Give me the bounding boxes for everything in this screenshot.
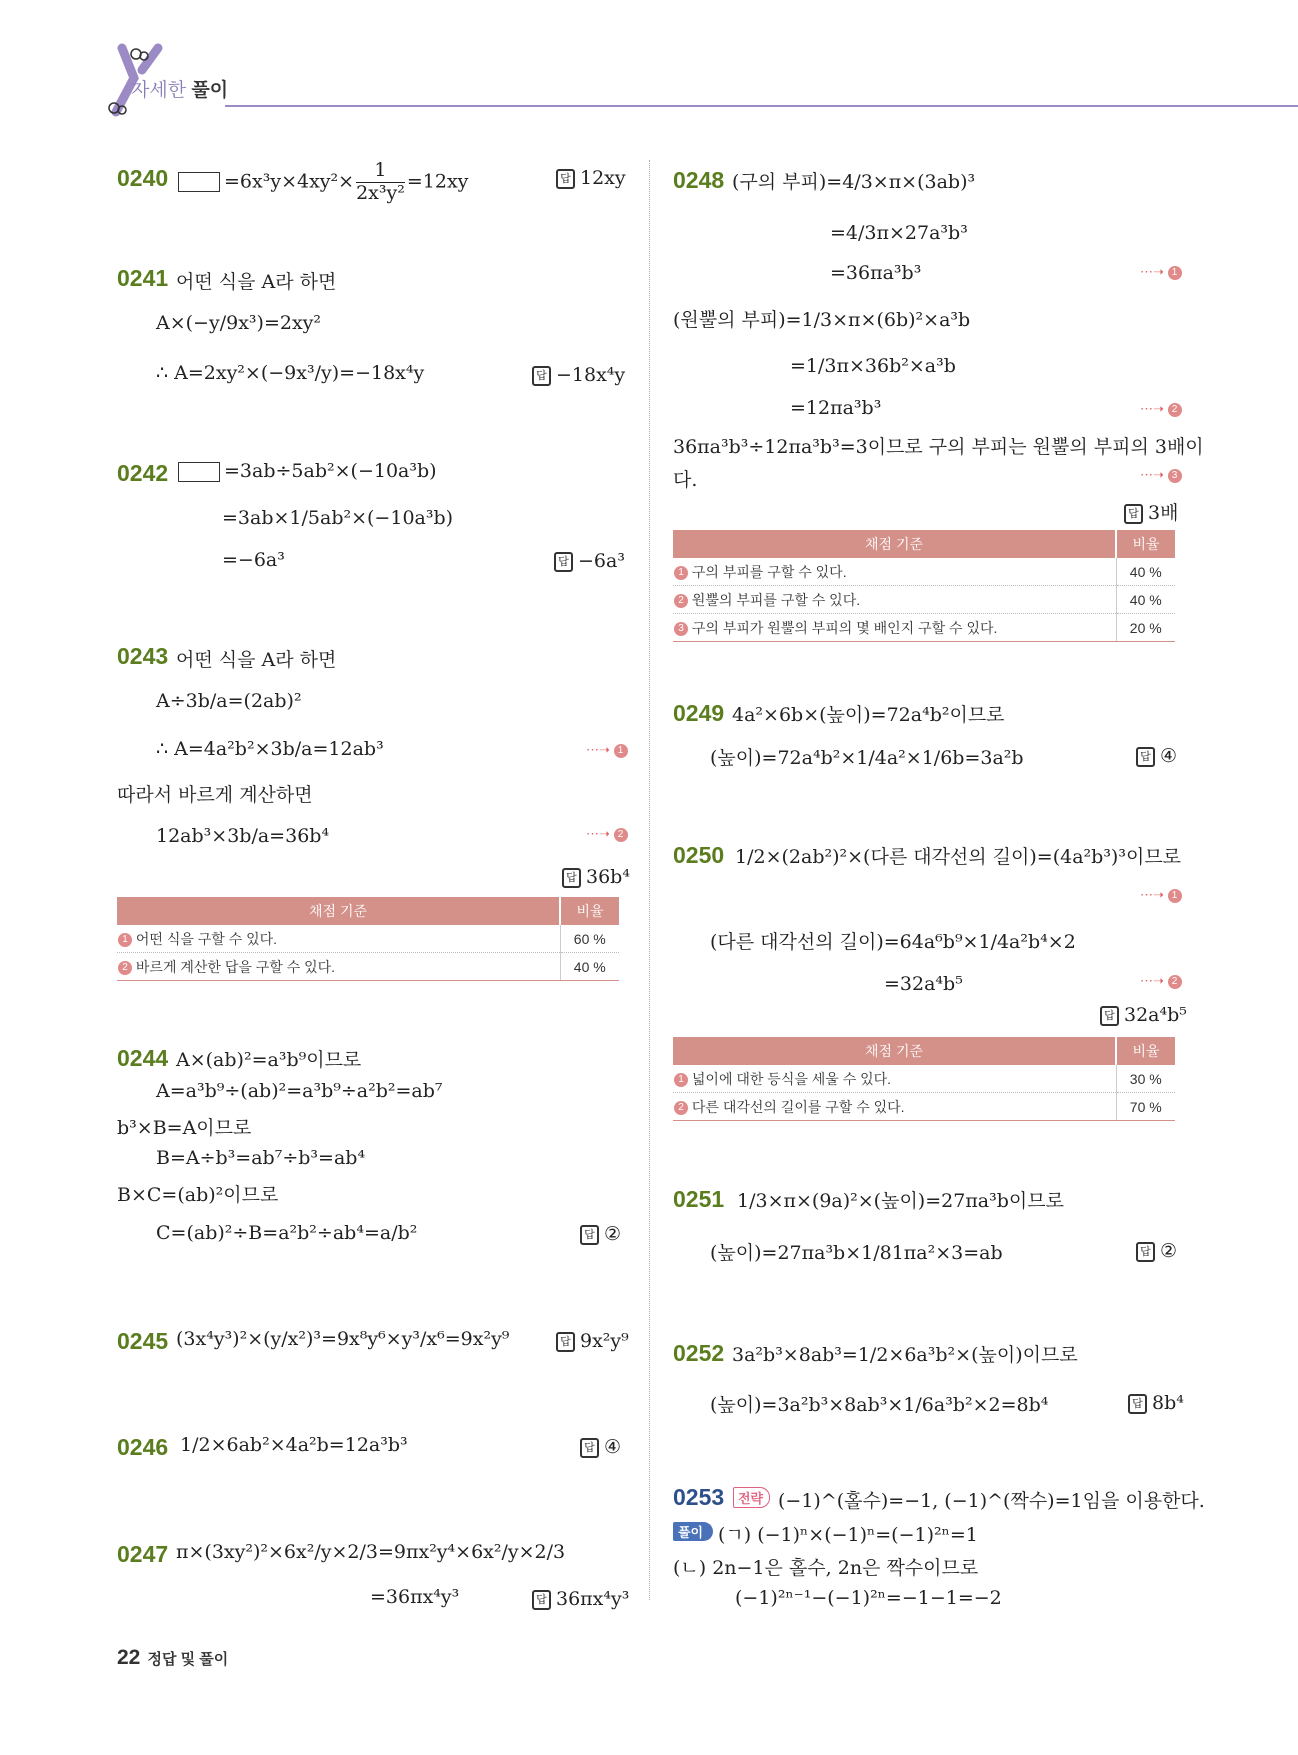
- table-cell: 70 %: [1116, 1093, 1175, 1121]
- eq-line: B×C=(ab)²이므로: [117, 1184, 279, 1206]
- eq-line: =36πa³b³: [830, 262, 922, 284]
- frac-numerator: 1: [356, 160, 405, 183]
- table-cell: 다른 대각선의 길이를 구할 수 있다.: [691, 1098, 905, 1115]
- eq-line: B=A÷b³=ab⁷÷b³=ab⁴: [156, 1147, 366, 1169]
- problem-number: 0247: [117, 1541, 169, 1567]
- answer: ④: [1160, 745, 1178, 767]
- step-marker-2: 2: [614, 828, 628, 842]
- table-cell: 40 %: [1116, 586, 1175, 614]
- table-cell: 30 %: [1116, 1065, 1175, 1093]
- problem-number: 0241: [117, 265, 169, 291]
- answer-icon: 답: [1136, 1242, 1155, 1262]
- eq-line: (높이)=72a⁴b²×1/4a²×1/6b=3a²b: [710, 747, 1024, 769]
- problem-number: 0245: [117, 1328, 169, 1354]
- step-arrow: ⋯➝: [586, 826, 610, 841]
- step-marker-3: 3: [1168, 469, 1182, 483]
- problem-number: 0253: [673, 1484, 725, 1510]
- answer-icon: 답: [1124, 504, 1143, 524]
- footer-text: 정답 및 풀이: [147, 1651, 229, 1668]
- text-line: 36πa³b³÷12πa³b³=3이므로 구의 부피는 원뿔의 부피의 3배이: [673, 436, 1204, 458]
- eq-line: A×(ab)²=a³b⁹이므로: [176, 1049, 362, 1071]
- answer: −6a³: [578, 550, 625, 572]
- eq-line: A=a³b⁹÷(ab)²=a³b⁹÷a²b²=ab⁷: [156, 1080, 443, 1102]
- blank-box: [178, 462, 220, 482]
- answer-icon: 답: [556, 1332, 575, 1352]
- table-row: 2 다른 대각선의 길이를 구할 수 있다. 70 %: [673, 1093, 1175, 1121]
- column-divider: [649, 160, 650, 1600]
- intro-text: 어떤 식을 A라 하면: [176, 271, 337, 293]
- eq-line: =−6a³: [222, 549, 285, 571]
- header-label-light: 자세한: [131, 80, 187, 101]
- answer: ②: [604, 1223, 622, 1245]
- eq-line: 12ab³×3b/a=36b⁴: [156, 825, 330, 847]
- eq-line: =3ab×1/5ab²×(−10a³b): [222, 507, 454, 529]
- table-row: 3 구의 부피가 원뿔의 부피의 몇 배인지 구할 수 있다. 20 %: [673, 614, 1175, 642]
- answer: 36πx⁴y³: [556, 1588, 630, 1610]
- step-arrow: ⋯➝: [1140, 973, 1164, 988]
- table-header: 채점 기준: [673, 530, 1116, 558]
- scoring-table: [117, 897, 619, 981]
- step-arrow: ⋯➝: [586, 742, 610, 757]
- page-number: 22: [117, 1646, 141, 1669]
- table-cell: 60 %: [560, 925, 619, 953]
- text-line: 따라서 바르게 계산하면: [117, 784, 313, 806]
- eq-line: =12xy: [406, 170, 469, 193]
- header-rule: [225, 105, 1298, 107]
- table-header: 채점 기준: [673, 1037, 1116, 1065]
- eq-line: (다른 대각선의 길이)=64a⁶b⁹×1/4a²b⁴×2: [710, 931, 1076, 953]
- eq-line: C=(ab)²÷B=a²b²÷ab⁴=a/b²: [156, 1222, 418, 1244]
- problem-number: 0252: [673, 1340, 725, 1366]
- eq-line: =1/3π×36b²×a³b: [790, 355, 956, 377]
- answer: 36b⁴: [586, 866, 630, 888]
- table-row: 1 구의 부피를 구할 수 있다. 40 %: [673, 558, 1175, 586]
- step-arrow: ⋯➝: [1140, 887, 1164, 902]
- answer-icon: 답: [554, 552, 573, 572]
- table-row: 1 넓이에 대한 등식을 세울 수 있다. 30 %: [673, 1065, 1175, 1093]
- answer: −18x⁴y: [556, 364, 626, 386]
- step-arrow: ⋯➝: [1140, 401, 1164, 416]
- problem-number: 0240: [117, 165, 169, 191]
- table-header: 비율: [1116, 530, 1175, 558]
- eq-line: 1/3×π×(9a)²×(높이)=27πa³b이므로: [737, 1190, 1064, 1212]
- answer: 8b⁴: [1152, 1392, 1184, 1414]
- eq-line: (3x⁴y³)²×(y/x²)³=9x⁸y⁶×y³/x⁶=9x²y⁹: [176, 1328, 510, 1350]
- step-marker-1: 1: [1168, 889, 1182, 903]
- eq-line: (−1)^(홀수)=−1, (−1)^(짝수)=1임을 이용한다.: [778, 1490, 1205, 1512]
- step-marker-1: 1: [1168, 266, 1182, 280]
- eq-line: (원뿔의 부피)=1/3×π×(6b)²×a³b: [673, 309, 971, 331]
- answer: 12xy: [580, 167, 626, 189]
- table-header: 비율: [1116, 1037, 1175, 1065]
- answer: 32a⁴b⁵: [1124, 1004, 1187, 1026]
- table-header: 비율: [560, 897, 619, 925]
- answer-icon: 답: [562, 868, 581, 888]
- eq-line: =32a⁴b⁵: [884, 973, 963, 995]
- eq-line: (ㄱ) (−1)ⁿ×(−1)ⁿ=(−1)²ⁿ=1: [718, 1524, 978, 1546]
- table-header: 채점 기준: [117, 897, 560, 925]
- eq-line: A÷3b/a=(2ab)²: [156, 690, 302, 712]
- eq-line: π×(3xy²)²×6x²/y×2/3=9πx²y⁴×6x²/y×2/3: [176, 1541, 566, 1563]
- table-cell: 원뿔의 부피를 구할 수 있다.: [691, 591, 861, 608]
- step-arrow: ⋯➝: [1140, 264, 1164, 279]
- problem-number: 0251: [673, 1186, 725, 1212]
- eq-line: 4a²×6b×(높이)=72a⁴b²이므로: [732, 704, 1005, 726]
- answer: 3배: [1148, 502, 1179, 524]
- problem-number: 0250: [673, 842, 725, 868]
- step-marker-2: 2: [1168, 975, 1182, 989]
- footer: [117, 1646, 228, 1670]
- table-cell: 40 %: [560, 953, 619, 981]
- step-arrow: ⋯➝: [1140, 467, 1164, 482]
- answer: 9x²y⁹: [580, 1330, 629, 1352]
- problem-number: 0248: [673, 167, 725, 193]
- table-row: 2 원뿔의 부피를 구할 수 있다. 40 %: [673, 586, 1175, 614]
- table-cell: 40 %: [1116, 558, 1175, 586]
- answer-icon: 답: [532, 366, 551, 386]
- eq-line: (높이)=3a²b³×8ab³×1/6a³b²×2=8b⁴: [710, 1394, 1049, 1416]
- table-cell: 바르게 계산한 답을 구할 수 있다.: [135, 958, 336, 975]
- answer: ④: [604, 1436, 622, 1458]
- eq-line: ∴ A=2xy²×(−9x³/y)=−18x⁴y: [156, 362, 425, 384]
- eq-line: (ㄴ) 2n−1은 홀수, 2n은 짝수이므로: [673, 1557, 979, 1579]
- table-cell: 구의 부피가 원뿔의 부피의 몇 배인지 구할 수 있다.: [691, 619, 998, 636]
- problem-number: 0243: [117, 643, 169, 669]
- text-line: 다.: [673, 469, 698, 491]
- eq-line: A×(−y/9x³)=2xy²: [156, 312, 322, 334]
- problem-number: 0249: [673, 700, 725, 726]
- eq-line: (구의 부피)=4/3×π×(3ab)³: [732, 171, 976, 193]
- eq-line: (높이)=27πa³b×1/81πa²×3=ab: [710, 1242, 1003, 1264]
- answer-icon: 답: [1136, 747, 1155, 767]
- step-marker-1: 1: [614, 744, 628, 758]
- table-cell: 20 %: [1116, 614, 1175, 642]
- answer-icon: 답: [580, 1225, 599, 1245]
- answer-icon: 답: [1128, 1394, 1147, 1414]
- eq-line: 1/2×6ab²×4a²b=12a³b³: [180, 1434, 408, 1456]
- table-row: 2 바르게 계산한 답을 구할 수 있다. 40 %: [117, 953, 619, 981]
- header-label-bold: 풀이: [191, 80, 229, 101]
- answer: ②: [1160, 1240, 1178, 1262]
- step-marker-2: 2: [1168, 403, 1182, 417]
- scoring-table: [673, 530, 1175, 642]
- answer-icon: 답: [532, 1590, 551, 1610]
- answer-icon: 답: [1100, 1006, 1119, 1026]
- eq-line: =6x³y×4xy²×: [224, 170, 355, 193]
- blank-box: [178, 172, 220, 192]
- eq-line: b³×B=A이므로: [117, 1117, 252, 1139]
- table-cell: 어떤 식을 구할 수 있다.: [135, 930, 278, 947]
- scoring-table: [673, 1037, 1175, 1121]
- intro-text: 어떤 식을 A라 하면: [176, 649, 337, 671]
- eq-line: =4/3π×27a³b³: [830, 222, 968, 244]
- frac-denominator: 2x³y²: [356, 181, 405, 204]
- strategy-tag: 전략: [733, 1487, 770, 1508]
- problem-number: 0246: [117, 1434, 169, 1460]
- eq-line: 1/2×(2ab²)²×(다른 대각선의 길이)=(4a²b³)³이므로: [735, 846, 1182, 868]
- problem-number: 0242: [117, 460, 169, 486]
- table-cell: 넓이에 대한 등식을 세울 수 있다.: [691, 1070, 892, 1087]
- solution-tag: 풀이: [673, 1522, 713, 1541]
- eq-line: ∴ A=4a²b²×3b/a=12ab³: [156, 738, 384, 760]
- answer-icon: 답: [580, 1438, 599, 1458]
- problem-number: 0244: [117, 1045, 169, 1071]
- table-row: 1 어떤 식을 구할 수 있다. 60 %: [117, 925, 619, 953]
- eq-line: =12πa³b³: [790, 397, 882, 419]
- answer-icon: 답: [556, 169, 575, 189]
- eq-line: (−1)²ⁿ⁻¹−(−1)²ⁿ=−1−1=−2: [735, 1587, 1002, 1609]
- table-cell: 구의 부피를 구할 수 있다.: [691, 563, 847, 580]
- eq-line: =3ab÷5ab²×(−10a³b): [224, 460, 437, 482]
- eq-line: =36πx⁴y³: [370, 1586, 460, 1608]
- eq-line: 3a²b³×8ab³=1/2×6a³b²×(높이)이므로: [732, 1344, 1078, 1366]
